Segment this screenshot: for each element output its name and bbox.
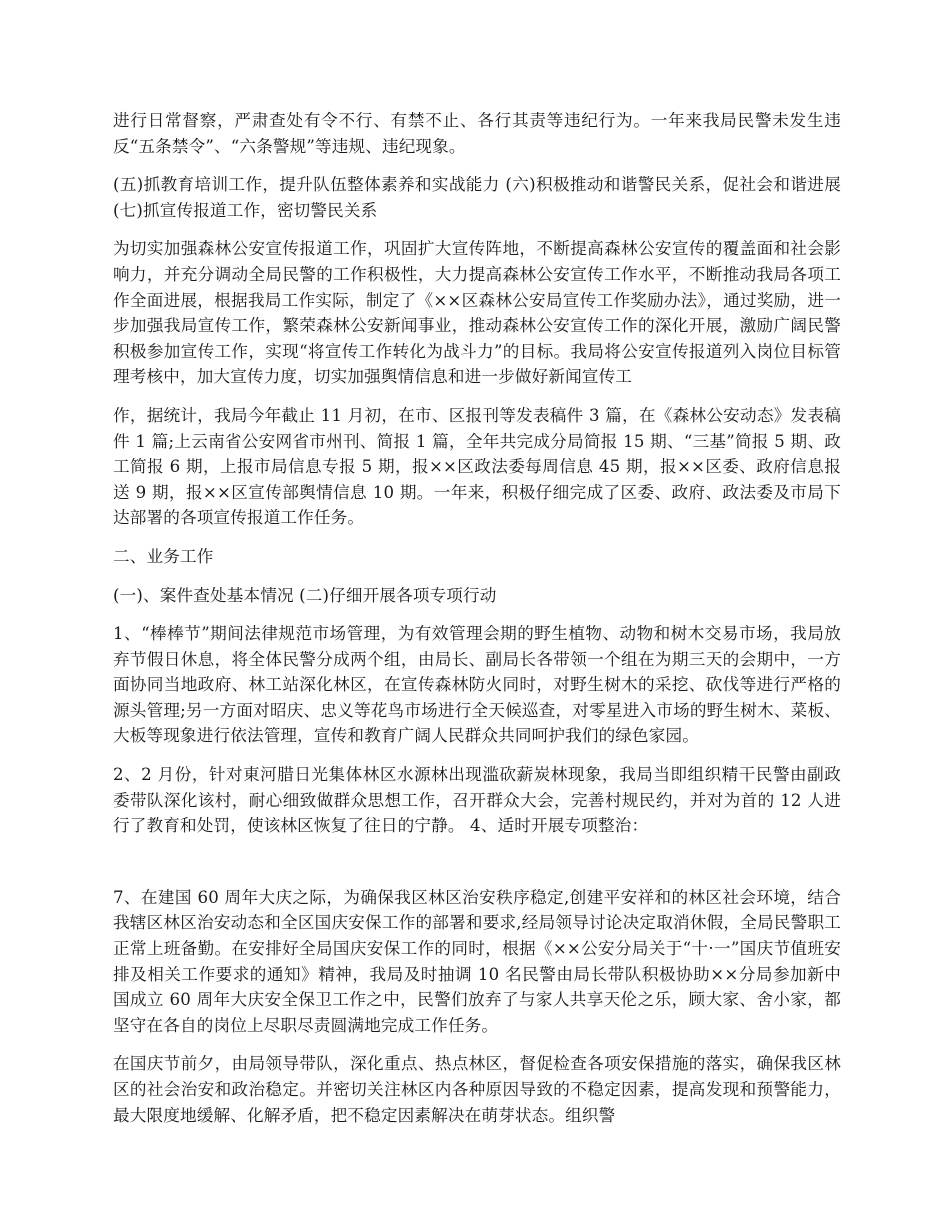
paragraph-section-headings: (五)抓教育培训工作，提升队伍整体素养和实战能力 (六)积极推动和谐警民关系，促社会和谐进展 (七)抓宣传报道工作，密切警民关系 — [113, 175, 841, 220]
subsection-heading-cases: (一)、案件查处基本情况 (二)仔细开展各项专项行动 — [113, 585, 497, 605]
document-body — [113, 108, 841, 1141]
paragraph-discipline: 进行日常督察，严肃查处有令不行、有禁不止、各行其责等违纪行为。一年来我局民警未发生违反“五条禁令”、“六条警规”等违规、违纪现象。 — [113, 111, 841, 156]
paragraph-item-1-festival: 1、“棒棒节”期间法律规范市场管理，为有效管理会期的野生植物、动物和树木交易市场，我局放弃节假日休息，将全体民警分成两个组，由局长、副局长各带领一个组在为期三天的会期中，一方面协同当地政府、林工站深化林区，在宣传森林防火同时，对野生树木的采挖、砍伐等进行严格的源头管理;另一方面对昭庆、忠义等花鸟市场进行全天候巡查，对零星进入市场的野生树木、菜板、大板等现象进行依法管理，宣传和教育广阔人民群众共同呵护我们的绿色家园。 — [113, 624, 841, 746]
paragraph-publicity-statistics: 作，据统计，我局今年截止 11 月初，在市、区报刊等发表稿件 3 篇，在《森林公安动态》发表稿件 1 篇;上云南省公安网省市州刊、简报 1 篇，全年共完成分局简报 15 期、“三基”简报 5 期、政工简报 6 期，上报市局信息专报 5 期，报××区政法委每周信息 45 期，报××区委、政府信息报送 9 期，报××区宣传部舆情信息 10 期。一年来，积极仔细完成了区委、政府、政法委及市局下达部署的各项宣传报道工作任务。 — [113, 405, 841, 528]
paragraph-publicity-work: 为切实加强森林公安宣传报道工作，巩固扩大宣传阵地，不断提高森林公安宣传的覆盖面和社会影响力，并充分调动全局民警的工作积极性，大力提高森林公安宣传工作水平，不断推动我局各项工作全面进展，根据我局工作实际，制定了《××区森林公安局宣传工作奖励办法》，通过奖励，进一步加强我局宣传工作，繁荣森林公安新闻事业，推动森林公安宣传工作的深化开展，激励广阔民警积极参加宣传工作，实现“将宣传工作转化为战斗力”的目标。我局将公安宣传报道列入岗位目标管理考核中，加大宣传力度，切实加强舆情信息和进一步做好新闻宣传工 — [113, 239, 841, 387]
paragraph-item-7-national-day: 7、在建国 60 周年大庆之际，为确保我区林区治安秩序稳定,创建平安祥和的林区社会环境，结合我辖区林区治安动态和全区国庆安保工作的部署和要求,经局领导讨论决定取消休假，全局民警职工正常上班备勤。在安排好全局国庆安保工作的同时，根据《××公安分局关于“十·一”国庆节值班安排及相关工作要求的通知》精神，我局及时抽调 10 名民警由局长带队积极协助××分局参加新中国成立 60 周年大庆安全保卫工作之中，民警们放弃了与家人共享天伦之乐，顾大家、舍小家，都坚守在各自的岗位上尽职尽责圆满地完成工作任务。 — [113, 887, 841, 1035]
paragraph-item-2-forest: 2、2 月份，针对東河腊日光集体林区水源林出现滥砍薪炭林现象，我局当即组织精干民警由副政委带队深化该村，耐心细致做群众思想工作，召开群众大会，完善村规民约，并对为首的 12 人进行了教育和处罚，使该林区恢复了往日的宁静。 4、适时开展专项整治： — [113, 765, 841, 836]
section-heading-business-work: 二、业务工作 — [113, 546, 214, 566]
paragraph-national-day-eve: 在国庆节前夕，由局领导带队，深化重点、热点林区，督促检查各项安保措施的落实，确保我区林区的社会治安和政治稳定。并密切关注林区内各种原因导致的不稳定因素，提高发现和预警能力，最大限度地缓解、化解矛盾，把不稳定因素解决在萌芽状态。组织警 — [113, 1054, 841, 1125]
